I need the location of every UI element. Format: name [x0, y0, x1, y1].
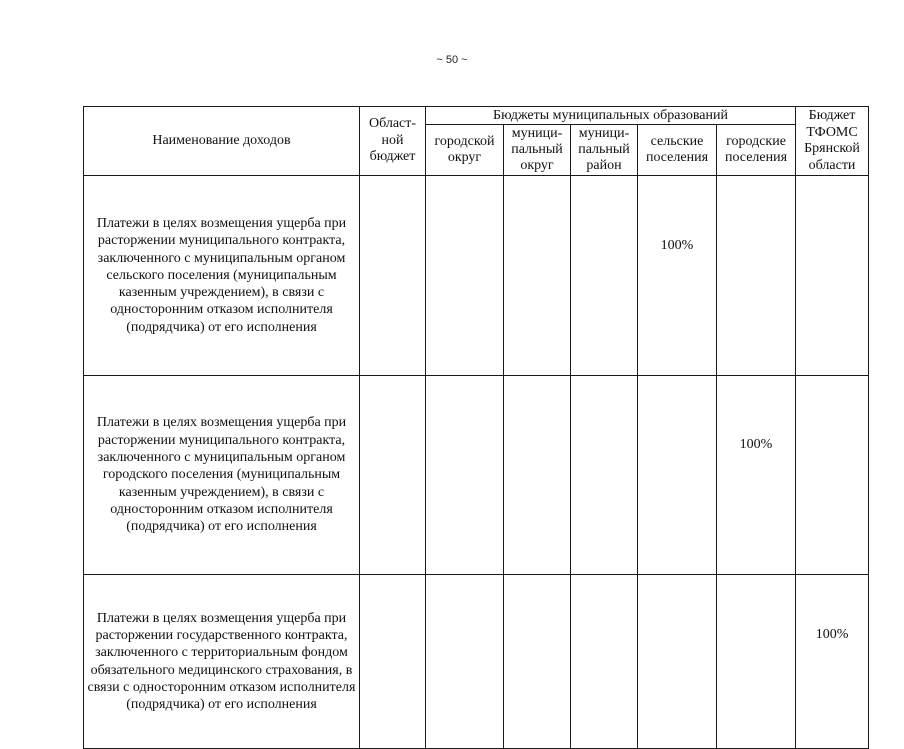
- tfoms-share-cell: [796, 176, 869, 376]
- header-income-name-label: Наименование доходов: [152, 132, 291, 148]
- table-row: [84, 176, 869, 376]
- header-municipal-okrug-label: муници- пальный округ: [511, 126, 563, 173]
- header-urban-settlements-label: городские поселения: [724, 134, 788, 165]
- rural-settlements-share-cell: [638, 575, 717, 749]
- header-regional-budget: [360, 107, 426, 176]
- urban-settlements-share-cell: [717, 176, 796, 376]
- header-city-district-label: городской округ: [434, 134, 495, 165]
- table-row: [84, 575, 869, 749]
- revenue-distribution-table: [83, 106, 869, 749]
- header-municipal-budgets: [426, 107, 796, 125]
- header-tfoms-budget-label: Бюджет ТФОМС Брянской области: [804, 108, 860, 173]
- header-regional-budget-label: Област- ной бюджет: [368, 116, 417, 165]
- header-rural-settlements-label: сельские поселения: [645, 134, 709, 165]
- city-district-share-cell: [426, 176, 504, 376]
- regional-share-cell: [360, 376, 426, 575]
- header-urban-settlements: [717, 125, 796, 176]
- header-city-district: [426, 125, 504, 176]
- tfoms-share-cell: [796, 376, 869, 575]
- urban-settlements-share-cell: 100%: [717, 376, 796, 575]
- municipal-okrug-share-cell: [504, 575, 571, 749]
- rural-settlements-share-cell: [638, 376, 717, 575]
- income-name-cell: Платежи в целях возмещения ущерба при расторжении муниципального контракта, заключенного с муниципальным органом городского поселения (муниципальным казенным учреждением), в связи с односторонним отказом исполнителя (подрядчика) от его исполнения: [84, 376, 360, 575]
- tfoms-share-cell: 100%: [796, 575, 869, 749]
- municipal-okrug-share-cell: [504, 176, 571, 376]
- regional-share-cell: [360, 176, 426, 376]
- municipal-district-share-cell: [571, 376, 638, 575]
- municipal-district-share-cell: [571, 176, 638, 376]
- table-row: [84, 376, 869, 575]
- header-municipal-district: [571, 125, 638, 176]
- regional-share-cell: [360, 575, 426, 749]
- city-district-share-cell: [426, 376, 504, 575]
- header-municipal-okrug: [504, 125, 571, 176]
- municipal-okrug-share-cell: [504, 376, 571, 575]
- urban-settlements-share-cell: [717, 575, 796, 749]
- header-municipal-district-label: муници- пальный район: [578, 126, 630, 173]
- municipal-district-share-cell: [571, 575, 638, 749]
- header-rural-settlements: [638, 125, 717, 176]
- income-name-cell: Платежи в целях возмещения ущерба при расторжении государственного контракта, заключенного с территориальным фондом обязательного медицинского страхования, в связи с односторонним отказом исполнителя (подрядчика) от его исполнения: [84, 575, 360, 749]
- header-tfoms-budget: [796, 107, 869, 176]
- page-number: ~ 50 ~: [436, 54, 468, 66]
- city-district-share-cell: [426, 575, 504, 749]
- income-name-cell: Платежи в целях возмещения ущерба при расторжении муниципального контракта, заключенного с муниципальным органом сельского поселения (муниципальным казенным учреждением), в связи с односторонним отказом исполнителя (подрядчика) от его исполнения: [84, 176, 360, 376]
- header-municipal-budgets-label: Бюджеты муниципальных образований: [493, 108, 728, 123]
- rural-settlements-share-cell: 100%: [638, 176, 717, 376]
- header-income-name: [84, 107, 360, 176]
